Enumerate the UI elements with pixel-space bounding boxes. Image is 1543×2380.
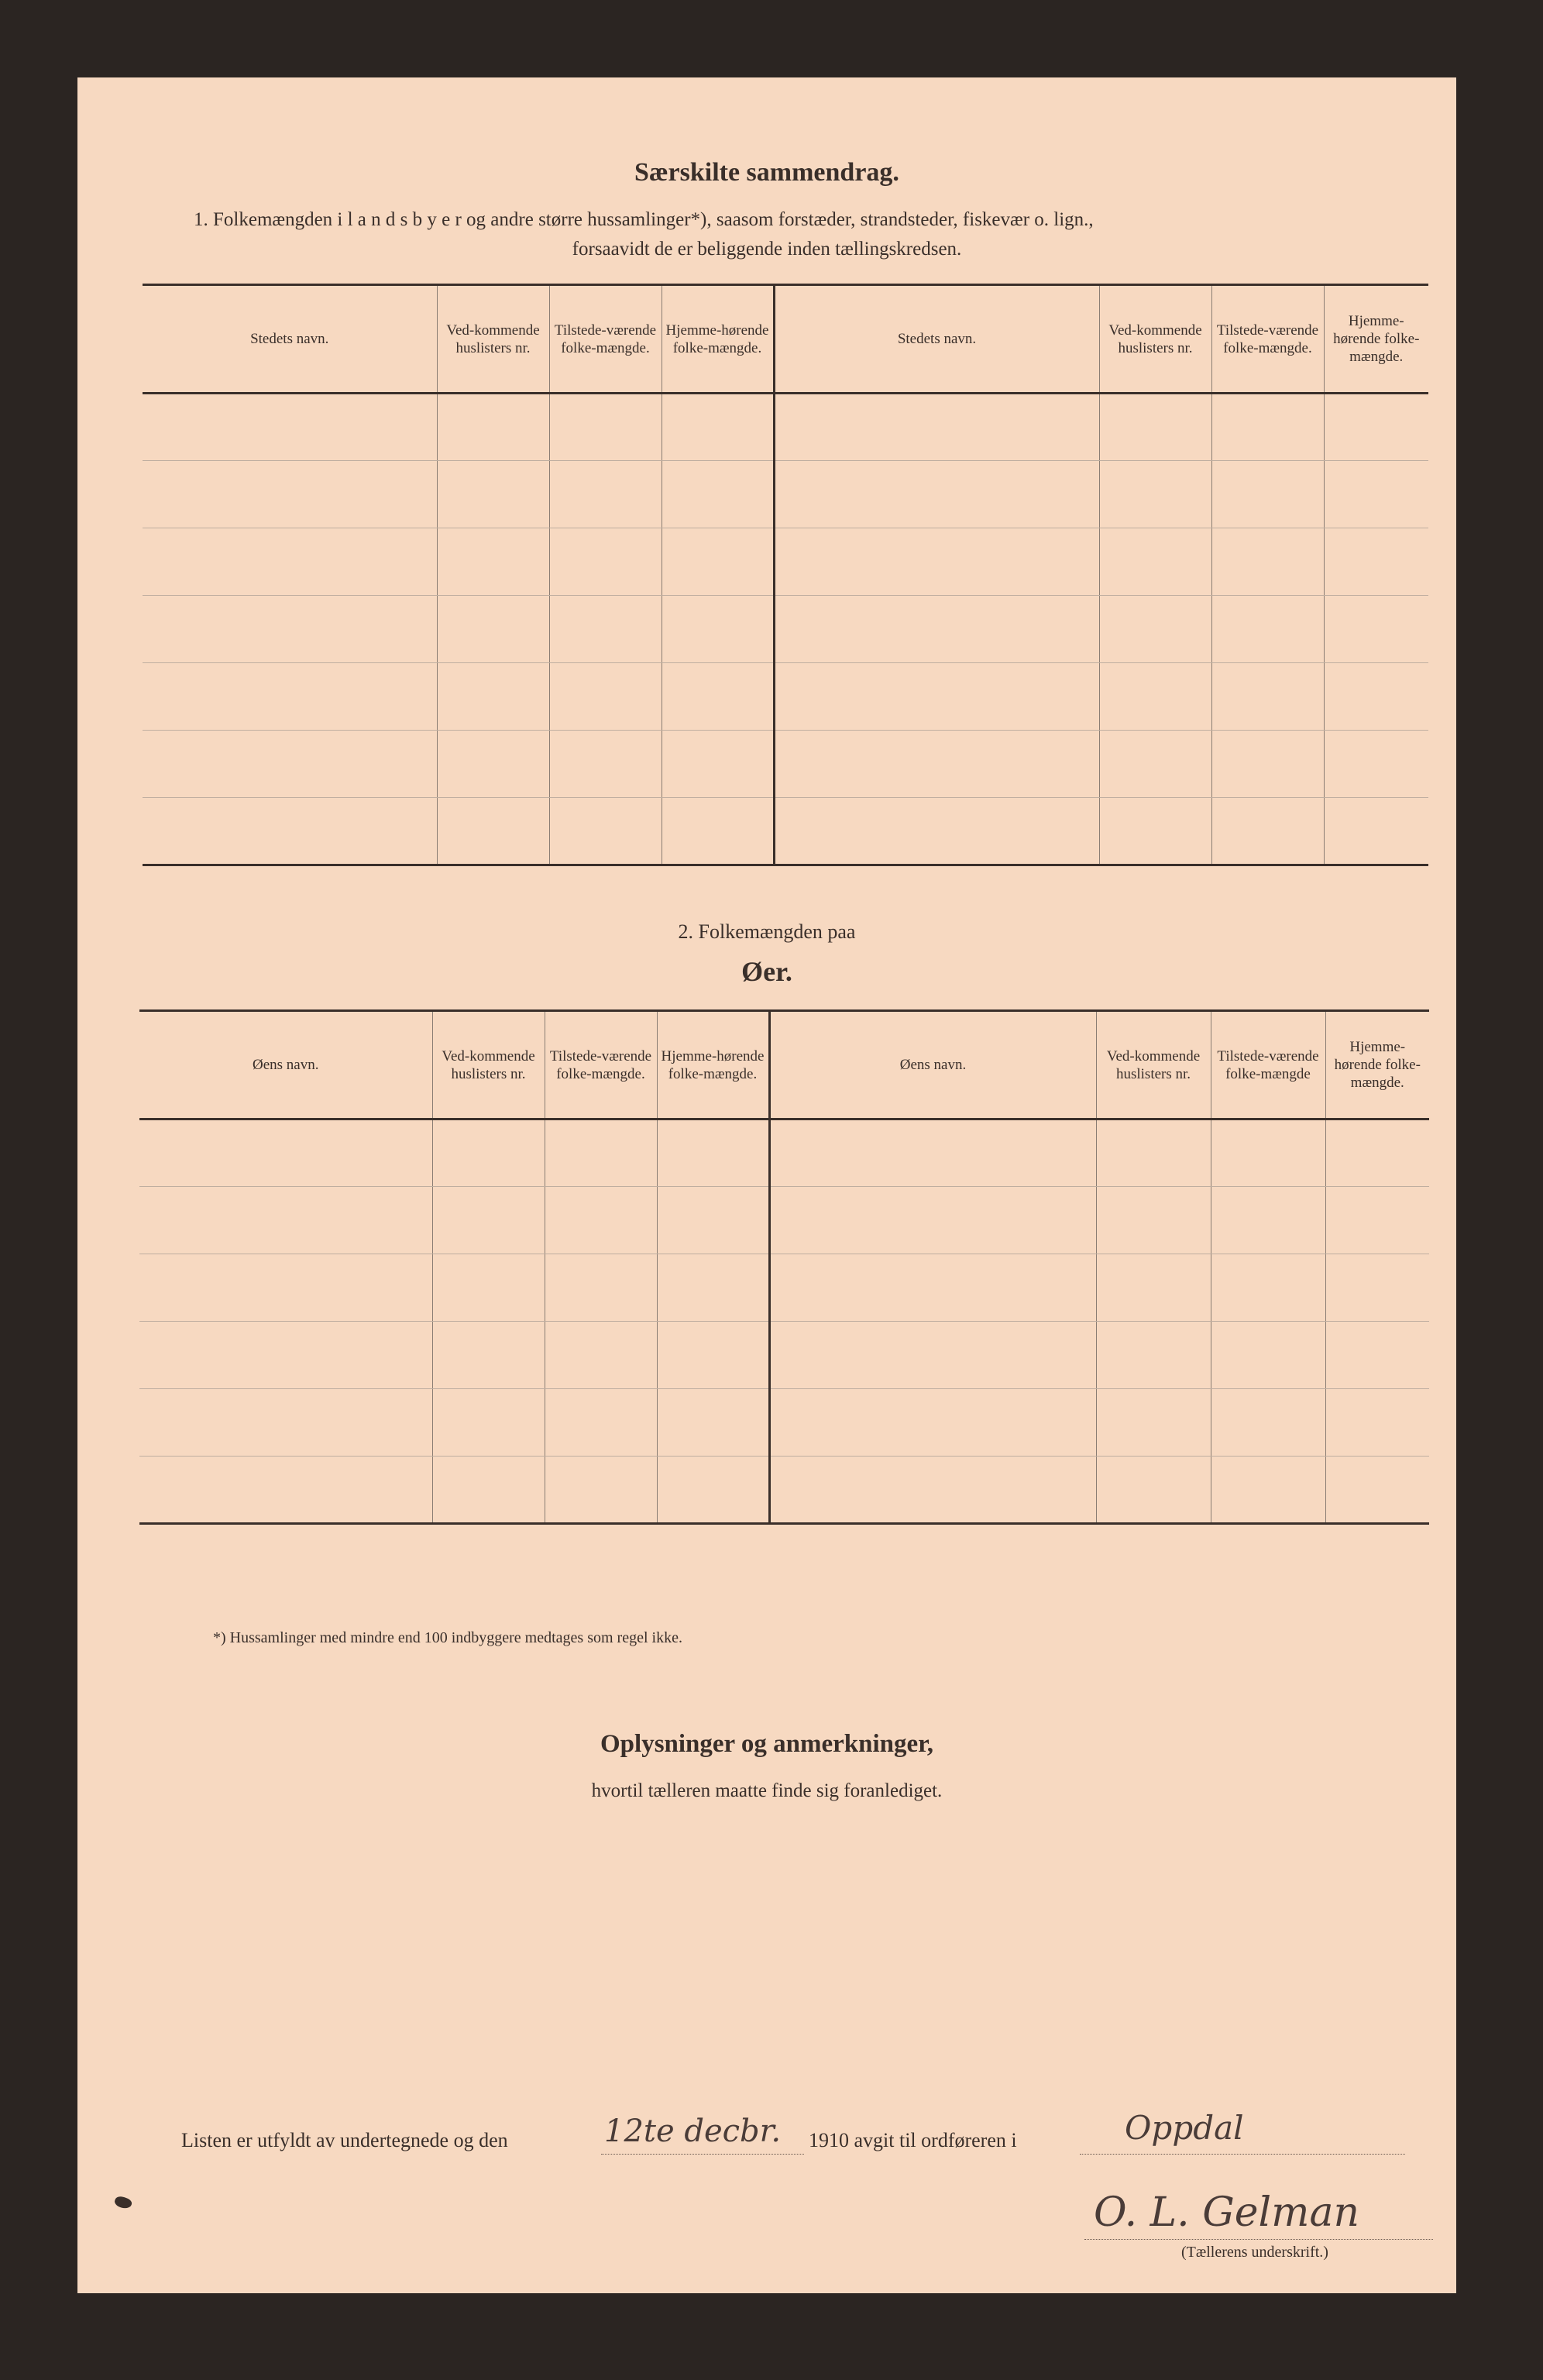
table-cell — [143, 461, 437, 528]
remarks-heading: Oplysninger og anmerkninger, — [600, 1730, 933, 1758]
table-row — [139, 1119, 1429, 1187]
table-row — [143, 596, 1428, 663]
table-cell — [143, 663, 437, 731]
table-cell — [1211, 596, 1324, 663]
section2-table — [139, 1009, 1429, 1525]
table-cell — [1211, 1254, 1325, 1322]
table-cell — [1096, 1322, 1211, 1389]
census-form-page — [77, 77, 1456, 2293]
table-cell — [662, 663, 774, 731]
table-cell — [1324, 798, 1428, 865]
table-cell — [1325, 1457, 1429, 1524]
table-cell — [657, 1119, 769, 1187]
table-cell — [774, 461, 1099, 528]
table-cell — [139, 1389, 432, 1457]
table-cell — [662, 394, 774, 461]
table-cell — [657, 1322, 769, 1389]
table-cell — [1324, 528, 1428, 596]
table-cell — [657, 1389, 769, 1457]
table-cell — [1099, 731, 1211, 798]
table-cell — [1325, 1119, 1429, 1187]
section2-header-row — [139, 1011, 1429, 1119]
table-cell — [1099, 528, 1211, 596]
date-fill-line — [601, 2154, 804, 2155]
handwritten-place: Oppdal — [1125, 2109, 1244, 2147]
table-cell — [1211, 663, 1324, 731]
section1-intro-line2: forsaavidt de er beliggende inden tællingskredsen. — [572, 239, 962, 260]
table-cell — [437, 528, 549, 596]
table-cell — [437, 798, 549, 865]
table-row — [139, 1322, 1429, 1389]
page-title: Særskilte sammendrag. — [634, 158, 899, 187]
table-cell — [143, 528, 437, 596]
table-cell — [1324, 596, 1428, 663]
table-cell — [143, 394, 437, 461]
table-row — [143, 663, 1428, 731]
table-cell — [774, 394, 1099, 461]
table-cell — [545, 1322, 657, 1389]
table-cell — [1096, 1119, 1211, 1187]
table-cell — [549, 798, 662, 865]
header-oens-navn: Øens navn. — [253, 1057, 319, 1073]
handwritten-date: 12te decbr. — [604, 2113, 782, 2149]
table-cell — [662, 528, 774, 596]
table-cell — [1211, 528, 1324, 596]
table-cell — [437, 596, 549, 663]
table-row — [139, 1187, 1429, 1254]
header-huslisters-nr-right: Ved-kommende huslisters nr. — [1099, 285, 1211, 394]
table-cell — [1096, 1389, 1211, 1457]
handwritten-signature: O. L. Gelman — [1094, 2189, 1359, 2236]
table-row — [143, 798, 1428, 865]
section1-table — [143, 284, 1428, 866]
table-cell — [1211, 1119, 1325, 1187]
table-cell — [657, 1187, 769, 1254]
table-cell — [1324, 731, 1428, 798]
table-cell — [1096, 1254, 1211, 1322]
table-cell — [432, 1389, 545, 1457]
table-cell — [774, 596, 1099, 663]
table-cell — [139, 1457, 432, 1524]
table-cell — [774, 798, 1099, 865]
table-cell — [657, 1254, 769, 1322]
table-cell — [1211, 394, 1324, 461]
table-cell — [657, 1457, 769, 1524]
table-cell — [1324, 663, 1428, 731]
table-cell — [139, 1254, 432, 1322]
signature-text-year: 1910 avgit til ordføreren i — [809, 2129, 1017, 2151]
header-oens-navn-right: Øens navn. — [769, 1011, 1096, 1119]
table-cell — [1096, 1457, 1211, 1524]
footnote: *) Hussamlinger med mindre end 100 indbyggere medtages som regel ikke. — [213, 1629, 682, 1646]
signature-fill-line — [1084, 2239, 1433, 2240]
signature-text-before-date: Listen er utfyldt av undertegnede og den — [181, 2129, 508, 2151]
table-cell — [545, 1187, 657, 1254]
table-cell — [432, 1187, 545, 1254]
table-cell — [1099, 461, 1211, 528]
table-cell — [769, 1389, 1096, 1457]
table-row — [139, 1389, 1429, 1457]
table-cell — [1325, 1389, 1429, 1457]
table-cell — [1325, 1254, 1429, 1322]
table-row — [143, 394, 1428, 461]
table-cell — [143, 596, 437, 663]
header-tilstedevaerende: Tilstede-værende folke-mængde. — [549, 285, 662, 394]
header-tilstedevaerende-right: Tilstede-værende folke-mængde. — [1211, 285, 1324, 394]
table-cell — [769, 1187, 1096, 1254]
table-cell — [432, 1119, 545, 1187]
table-cell — [1324, 394, 1428, 461]
table-cell — [1324, 461, 1428, 528]
header-huslisters-nr: Ved-kommende huslisters nr. — [437, 285, 549, 394]
header-huslisters-nr-right: Ved-kommende huslisters nr. — [1096, 1011, 1211, 1119]
table-row — [139, 1254, 1429, 1322]
section2-intro: 2. Folkemængden paa — [678, 920, 856, 943]
section1-intro-line1: 1. Folkemængden i l a n d s b y e r og andre større hussamlinger*), saasom forstæder, strandsteder, fiskevær o. lign., — [194, 209, 1094, 230]
table-cell — [143, 798, 437, 865]
table-cell — [1325, 1187, 1429, 1254]
table-cell — [662, 798, 774, 865]
table-cell — [549, 528, 662, 596]
table-cell — [1099, 394, 1211, 461]
table-row — [139, 1457, 1429, 1524]
table-cell — [1211, 1187, 1325, 1254]
section1-header-row — [143, 285, 1428, 394]
table-cell — [774, 663, 1099, 731]
table-cell — [437, 461, 549, 528]
table-cell — [549, 663, 662, 731]
table-cell — [1211, 461, 1324, 528]
table-cell — [437, 663, 549, 731]
table-cell — [774, 731, 1099, 798]
place-fill-line — [1080, 2154, 1405, 2155]
table-cell — [662, 731, 774, 798]
table-row — [143, 461, 1428, 528]
table-cell — [432, 1322, 545, 1389]
section2-heading: Øer. — [741, 956, 792, 987]
table-cell — [1211, 1389, 1325, 1457]
header-hjemmehorende: Hjemme-hørende folke-mængde. — [662, 285, 774, 394]
table-cell — [437, 731, 549, 798]
table-cell — [769, 1322, 1096, 1389]
header-hjemmehorende: Hjemme-hørende folke-mængde. — [657, 1011, 769, 1119]
table-row — [143, 528, 1428, 596]
table-cell — [545, 1389, 657, 1457]
remarks-subheading: hvortil tælleren maatte finde sig foranlediget. — [591, 1780, 943, 1801]
table-row — [143, 731, 1428, 798]
table-cell — [139, 1187, 432, 1254]
table-cell — [662, 596, 774, 663]
table-cell — [545, 1457, 657, 1524]
table-cell — [1099, 798, 1211, 865]
table-cell — [143, 731, 437, 798]
table-cell — [1211, 1457, 1325, 1524]
table-cell — [545, 1119, 657, 1187]
table-cell — [769, 1457, 1096, 1524]
header-tilstedevaerende: Tilstede-værende folke-mængde. — [545, 1011, 657, 1119]
table-cell — [139, 1322, 432, 1389]
table-cell — [545, 1254, 657, 1322]
table-cell — [549, 596, 662, 663]
table-cell — [549, 394, 662, 461]
table-cell — [769, 1119, 1096, 1187]
header-stedets-navn-right: Stedets navn. — [774, 285, 1099, 394]
table-cell — [1099, 596, 1211, 663]
table-cell — [662, 461, 774, 528]
table-cell — [1325, 1322, 1429, 1389]
table-cell — [1096, 1187, 1211, 1254]
table-cell — [437, 394, 549, 461]
table-cell — [1211, 1322, 1325, 1389]
table-cell — [774, 528, 1099, 596]
header-tilstedevaerende-right: Tilstede-værende folke-mængde — [1211, 1011, 1325, 1119]
table-cell — [139, 1119, 432, 1187]
header-hjemmehorende-right: Hjemme-hørende folke-mængde. — [1325, 1011, 1429, 1119]
header-huslisters-nr: Ved-kommende huslisters nr. — [432, 1011, 545, 1119]
table-cell — [769, 1254, 1096, 1322]
table-cell — [1211, 798, 1324, 865]
header-hjemmehorende-right: Hjemme-hørende folke-mængde. — [1324, 285, 1428, 394]
table-cell — [1211, 731, 1324, 798]
table-cell — [432, 1254, 545, 1322]
signature-caption: (Tællerens underskrift.) — [1181, 2244, 1328, 2261]
table-cell — [549, 461, 662, 528]
header-stedets-navn: Stedets navn. — [250, 331, 329, 347]
table-cell — [549, 731, 662, 798]
table-cell — [432, 1457, 545, 1524]
ink-blot — [113, 2195, 132, 2211]
table-cell — [1099, 663, 1211, 731]
